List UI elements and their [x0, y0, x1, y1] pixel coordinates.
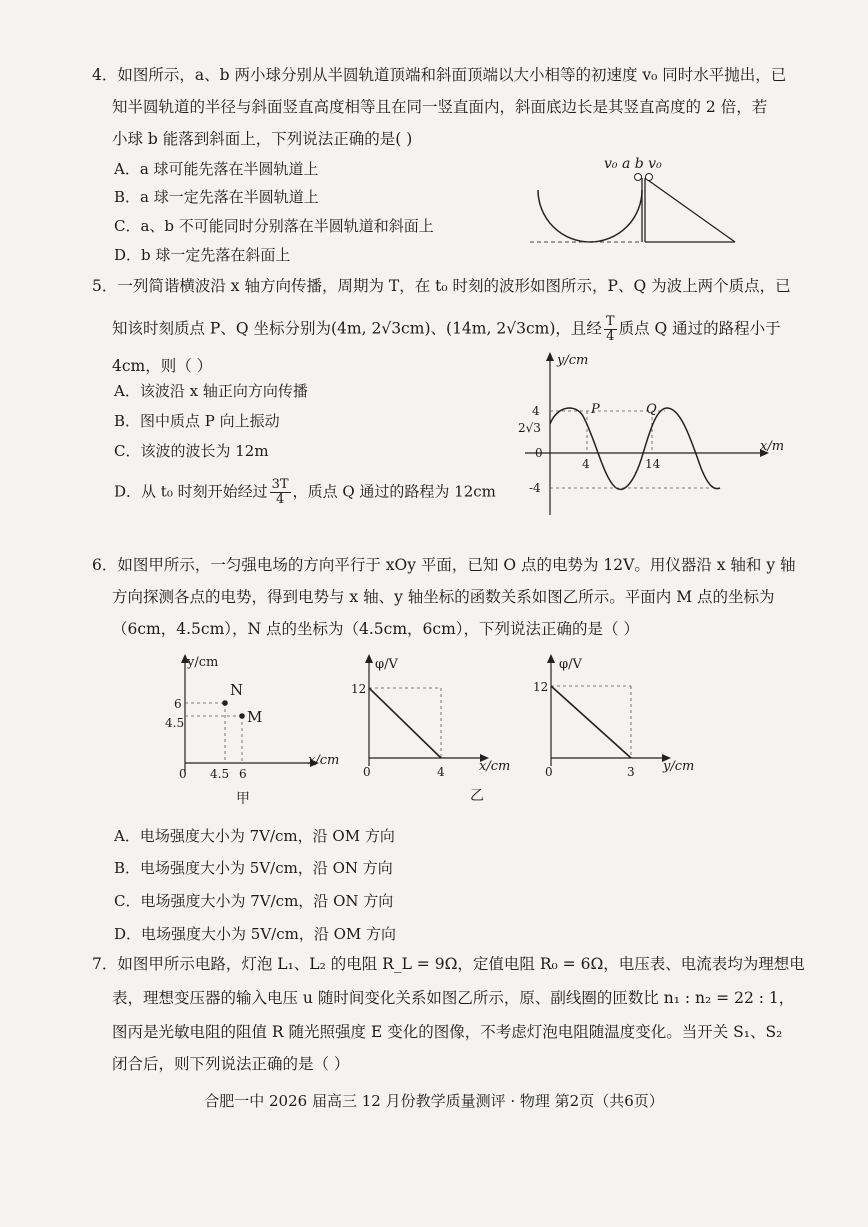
point-m — [239, 713, 245, 719]
q4-figure — [530, 150, 750, 250]
q5-option-d — [114, 478, 496, 507]
q5-tick-0: 0 — [535, 446, 543, 460]
yi1-line — [369, 688, 441, 758]
q4-line2: 知半圆轨道的半径与斜面竖直高度相等且在同一竖直面内，斜面底边长是其竖直高度的 2 倍，若 — [112, 98, 768, 116]
q5-wave-graph — [515, 350, 790, 520]
yi1-y12: 12 — [351, 682, 367, 696]
q5-x-4: 4 — [582, 457, 590, 471]
q7-line3: 图丙是光敏电阻的阻值 R 随光照强度 E 变化的图像，不考虑灯泡电阻随温度变化。当开关 S₁、S₂ — [112, 1023, 783, 1041]
jia-ylabel: y/cm — [187, 655, 219, 670]
q5-ylabel: y/cm — [557, 353, 589, 368]
q6-line2: 方向探测各点的电势，得到电势与 x 轴、y 轴坐标的函数关系如图乙所示。平面内 M 点的坐标为 — [112, 588, 775, 606]
q5-point-p: P — [591, 402, 600, 417]
yi2-x0: 0 — [545, 765, 553, 779]
yi2-y12: 12 — [533, 680, 549, 694]
q4-line1: 4．如图所示，a、b 两小球分别从半圆轨道顶端和斜面顶端以大小相等的初速度 v₀ 同时水平抛出，已 — [92, 66, 787, 84]
jia-xlabel: x/cm — [308, 753, 340, 768]
yi1-ylabel: φ/V — [375, 657, 398, 672]
q5-optd-b: ，质点 Q 通过的路程为 12cm — [292, 482, 496, 501]
q5-option-a: A．该波沿 x 轴正向方向传播 — [114, 382, 308, 400]
q5-optd-den: 4 — [275, 492, 285, 507]
q6-line3: （6cm，4.5cm），N 点的坐标为（4.5cm，6cm），下列说法正确的是（ ） — [112, 620, 639, 638]
jia-label-m: M — [247, 708, 263, 726]
q6-option-b: B．电场强度大小为 5V/cm，沿 ON 方向 — [114, 859, 393, 877]
q4-option-a: A．a 球可能先落在半圆轨道上 — [114, 160, 319, 178]
q7-line2: 表，理想变压器的输入电压 u 随时间变化关系如图乙所示，原、副线圈的匝数比 n₁ : n₂ = 22 : 1， — [112, 989, 795, 1007]
q6-fig-jia — [150, 648, 360, 808]
q6-fig-yi-y — [527, 648, 707, 808]
q4-option-d: D．b 球一定先落在斜面上 — [114, 246, 291, 264]
ball-a — [635, 174, 642, 181]
q6-option-a: A．电场强度大小为 7V/cm，沿 OM 方向 — [114, 827, 395, 845]
q5-line2 — [112, 315, 781, 344]
q5-y-arrow — [546, 352, 554, 361]
yi2-y-arrow — [547, 654, 555, 663]
q4-option-b: B．a 球一定先落在半圆轨道上 — [114, 188, 319, 206]
q5-option-b: B．图中质点 P 向上振动 — [114, 412, 280, 430]
ball-b — [646, 174, 653, 181]
q5-sep: 、 — [430, 319, 447, 338]
q4-option-c: C．a、b 不可能同时分别落在半圆轨道和斜面上 — [114, 217, 434, 235]
yi2-x3: 3 — [627, 765, 635, 779]
q6-line1: 6．如图甲所示，一匀强电场的方向平行于 xOy 平面，已知 O 点的电势为 12V。用仪器沿 x 轴和 y 轴 — [92, 556, 796, 574]
jia-label-n: N — [230, 681, 244, 699]
point-n — [222, 700, 228, 706]
q5-tick-m4: -4 — [529, 481, 541, 495]
q6-option-c: C．电场强度大小为 7V/cm，沿 ON 方向 — [114, 892, 394, 910]
yi2-xlabel: y/cm — [663, 759, 695, 774]
q5-x-14: 14 — [645, 457, 661, 471]
q6-option-d: D．电场强度大小为 5V/cm，沿 OM 方向 — [114, 925, 397, 943]
q5-option-c: C．该波的波长为 12m — [114, 442, 269, 460]
q5-optd-fraction — [270, 478, 291, 507]
q5-tick-4: 4 — [532, 404, 540, 418]
q5-coord-p: (4m, 2√3cm) — [331, 319, 431, 338]
q5-tick-2r3: 2√3 — [518, 421, 541, 435]
jia-y6: 6 — [174, 697, 182, 711]
q5-line1: 5．一列简谐横波沿 x 轴方向传播，周期为 T，在 t₀ 时刻的波形如图所示，P、Q 为波上两个质点，已 — [92, 277, 791, 295]
yi2-ylabel: φ/V — [559, 657, 582, 672]
jia-y45: 4.5 — [165, 716, 185, 730]
semicircle-track — [538, 190, 642, 242]
q5-xlabel: x/m — [760, 439, 785, 454]
q4-line3: 小球 b 能落到斜面上，下列说法正确的是( ) — [112, 130, 413, 148]
jia-x6: 6 — [239, 767, 247, 781]
yi1-x4: 4 — [437, 765, 445, 779]
q5-line3: 4cm，则（ ） — [112, 357, 213, 375]
q5-line2b: ，且经 — [555, 319, 602, 338]
jia-x45: 4.5 — [210, 767, 230, 781]
q5-frac-den: 4 — [606, 329, 615, 344]
q5-frac-num: T — [605, 314, 615, 329]
q6-fig-yi-x — [345, 648, 520, 808]
q5-point-q: Q — [646, 402, 657, 417]
q5-line2a: 知该时刻质点 P、Q 坐标分别为 — [112, 319, 331, 338]
incline-slope — [645, 178, 735, 242]
yi1-xlabel: x/cm — [479, 759, 511, 774]
yi-caption: 乙 — [470, 788, 484, 804]
jia-caption: 甲 — [236, 791, 250, 807]
q5-fraction — [604, 315, 617, 344]
page-footer: 合肥一中 2026 届高三 12 月份教学质量测评 · 物理 第2页（共6页） — [204, 1092, 664, 1110]
q5-optd-a: D．从 t₀ 时刻开始经过 — [114, 482, 268, 501]
q5-optd-num: 3T — [271, 477, 289, 492]
yi2-line — [551, 686, 631, 758]
q4-fig-label: v₀ a b v₀ — [604, 156, 662, 172]
yi1-y-arrow — [365, 654, 373, 663]
q5-wave-curve — [550, 408, 720, 489]
q7-line4: 闭合后，则下列说法正确的是（ ） — [112, 1055, 350, 1073]
q5-coord-q: (14m, 2√3cm) — [446, 319, 556, 338]
yi1-x0: 0 — [363, 765, 371, 779]
q7-line1: 7．如图甲所示电路，灯泡 L₁、L₂ 的电阻 R_L = 9Ω，定值电阻 R₀ = 6Ω，电压表、电流表均为理想电 — [92, 955, 805, 973]
jia-x0: 0 — [179, 767, 187, 781]
q5-line2c: 质点 Q 通过的路程小于 — [618, 319, 781, 338]
